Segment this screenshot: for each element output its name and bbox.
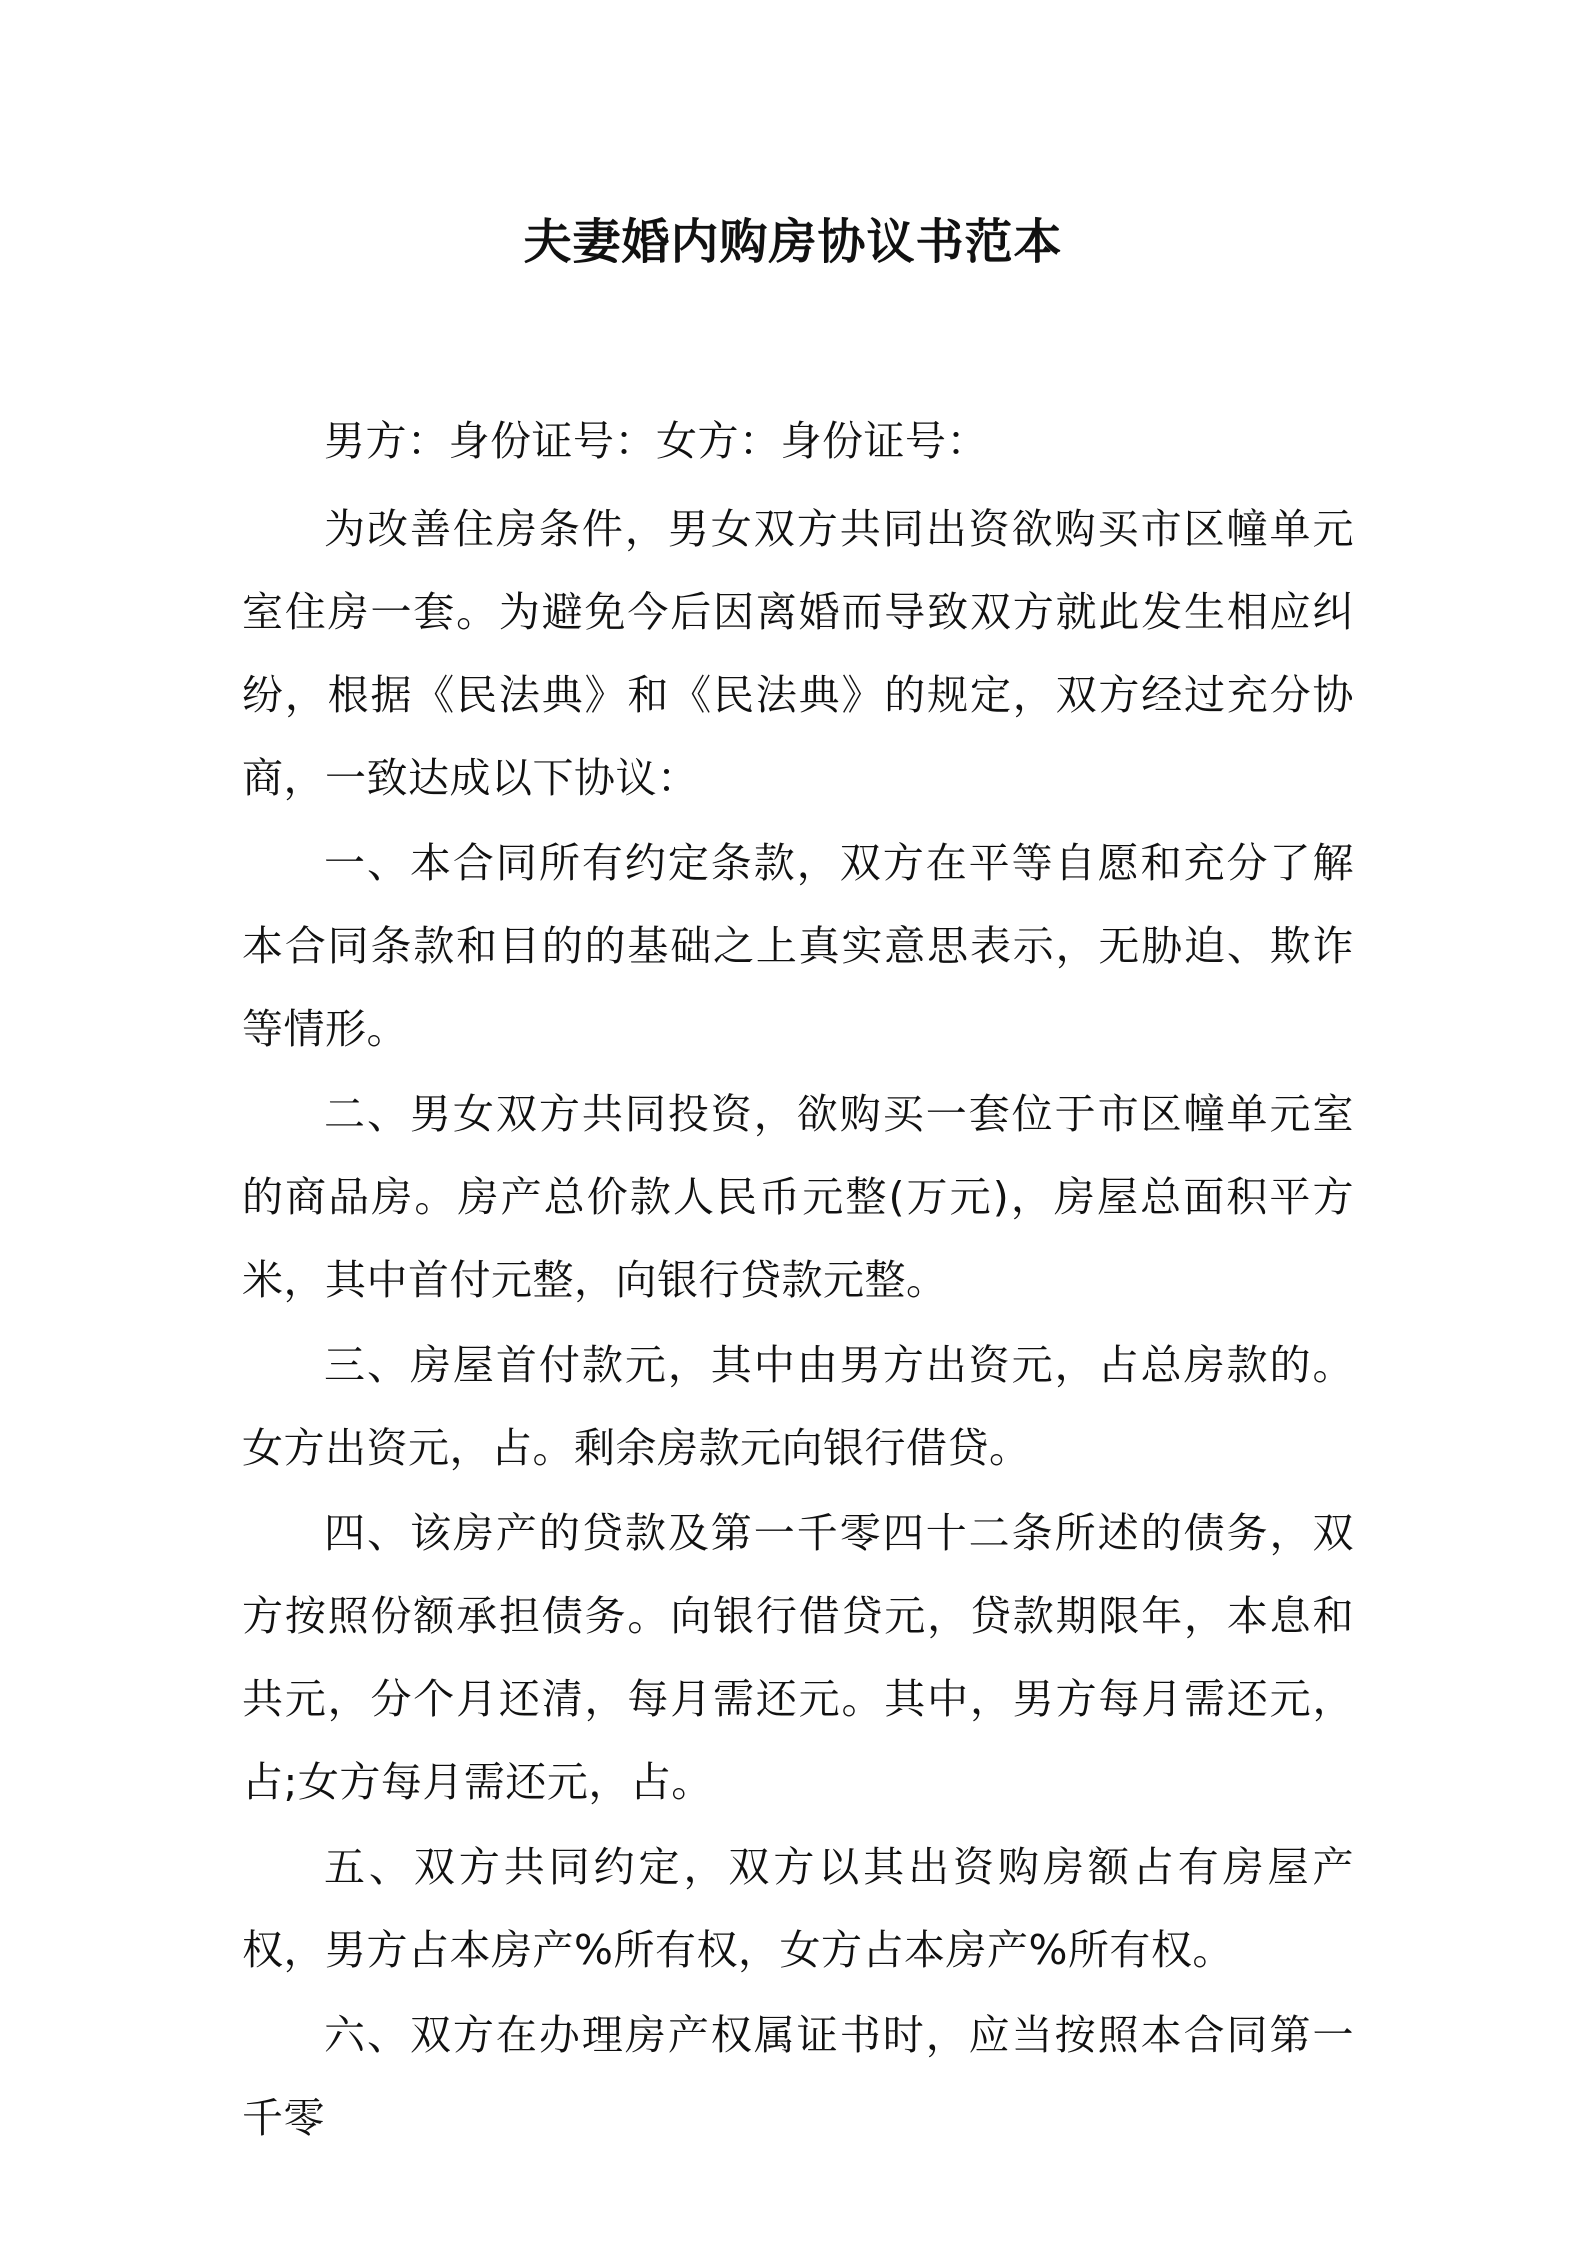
document-title: 夫妻婚内购房协议书范本 [523,214,1063,270]
party-info-paragraph: 男方：身份证号：女方：身份证号： [324,417,988,465]
document-body [242,400,1354,2160]
clause-5-paragraph: 五、双方共同约定，双方以其出资购房额占有房屋产权，男方占本房产%所有权，女方占本房产%所有权。 [242,1843,1354,1974]
clause-2-paragraph: 二、男女双方共同投资，欲购买一套位于市区幢单元室的商品房。房产总价款人民币元整(万元)，房屋总面积平方米，其中首付元整，向银行贷款元整。 [242,1090,1354,1304]
clause-1-paragraph: 一、本合同所有约定条款，双方在平等自愿和充分了解本合同条款和目的的基础之上真实意思表示，无胁迫、欺诈等情形。 [242,839,1354,1053]
clause-6-paragraph: 六、双方在办理房产权属证书时，应当按照本合同第一千零 [242,2011,1354,2142]
clause-4-paragraph: 四、该房产的贷款及第一千零四十二条所述的债务，双方按照份额承担债务。向银行借贷元，贷款期限年，本息和共元，分个月还清，每月需还元。其中，男方每月需还元，占;女方每月需还元，占。 [242,1509,1354,1806]
clause-3-paragraph: 三、房屋首付款元，其中由男方出资元，占总房款的。女方出资元，占。剩余房款元向银行借贷。 [242,1341,1354,1472]
preamble-paragraph: 为改善住房条件，男女双方共同出资欲购买市区幢单元室住房一套。为避免今后因离婚而导致双方就此发生相应纠纷，根据《民法典》和《民法典》的规定，双方经过充分协商，一致达成以下协议： [242,505,1354,802]
